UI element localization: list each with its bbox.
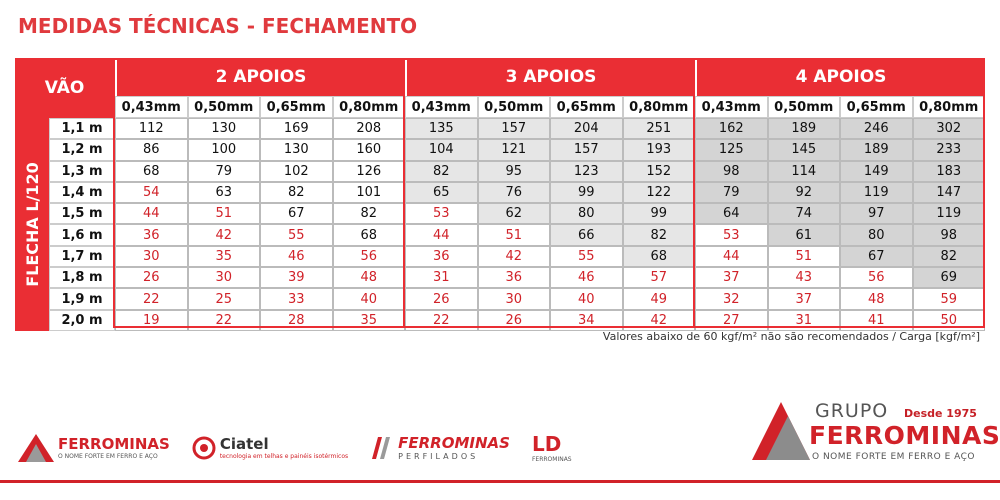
table-cell: 64 [695, 203, 768, 224]
span-label: 1,2 m [49, 139, 115, 160]
table-cell: 56 [840, 267, 913, 288]
table-cell: 157 [478, 118, 551, 139]
table-cell: 126 [333, 161, 406, 182]
table-cell: 43 [768, 267, 841, 288]
span-label: 1,8 m [49, 267, 115, 288]
table-cell: 145 [768, 139, 841, 160]
table-cell: 46 [550, 267, 623, 288]
table-cell: 30 [478, 288, 551, 309]
vao-header: VÃO [15, 58, 115, 118]
table-cell: 98 [695, 161, 768, 182]
table-cell: 147 [913, 182, 986, 203]
table-cell: 169 [260, 118, 333, 139]
table-cell: 193 [623, 139, 696, 160]
table-cell: 119 [840, 182, 913, 203]
table-cell: 35 [188, 246, 261, 267]
brand-grupo: GRUPO [815, 400, 889, 422]
thickness-header: 0,50mm [478, 96, 551, 118]
table-cell: 82 [913, 246, 986, 267]
table-cell: 80 [840, 224, 913, 245]
table-cell: 99 [550, 182, 623, 203]
table-cell: 80 [550, 203, 623, 224]
table-cell: 63 [188, 182, 261, 203]
group-header-3-apoios: 3 APOIOS [405, 58, 695, 96]
table-cell: 48 [333, 267, 406, 288]
table-cell: 82 [623, 224, 696, 245]
table-cell: 42 [188, 224, 261, 245]
logo-ciatel-name: Ciatel [219, 435, 269, 453]
table-cell: 149 [840, 161, 913, 182]
table-cell: 67 [840, 246, 913, 267]
logo-ld-name: LD [531, 432, 562, 456]
bottom-divider [0, 480, 1000, 483]
ciatel-icon [192, 436, 216, 460]
table-cell: 42 [623, 310, 696, 331]
table-cell: 31 [768, 310, 841, 331]
logo-ferrominas-name: FERROMINAS [58, 435, 170, 453]
table-cell: 76 [478, 182, 551, 203]
table-cell: 119 [913, 203, 986, 224]
table-cell: 122 [623, 182, 696, 203]
flecha-label [15, 118, 49, 331]
table-cell: 26 [478, 310, 551, 331]
table-cell: 233 [913, 139, 986, 160]
table-cell: 19 [115, 310, 188, 331]
table-cell: 92 [768, 182, 841, 203]
table-cell: 33 [260, 288, 333, 309]
perfilados-icon [370, 437, 394, 459]
table-cell: 99 [623, 203, 696, 224]
table-cell: 22 [405, 310, 478, 331]
table-cell: 66 [550, 224, 623, 245]
table-cell: 30 [115, 246, 188, 267]
table-cell: 46 [260, 246, 333, 267]
span-label: 1,5 m [49, 203, 115, 224]
logo-ferrominas-perfilados [370, 434, 510, 461]
table-cell: 27 [695, 310, 768, 331]
table-cell: 79 [695, 182, 768, 203]
thickness-header: 0,50mm [188, 96, 261, 118]
table-cell: 246 [840, 118, 913, 139]
table-cell: 30 [188, 267, 261, 288]
table-cell: 54 [115, 182, 188, 203]
table-cell: 208 [333, 118, 406, 139]
page-title: MEDIDAS TÉCNICAS - FECHAMENTO [18, 14, 418, 38]
table-cell: 135 [405, 118, 478, 139]
thickness-header: 0,65mm [260, 96, 333, 118]
table-cell: 57 [623, 267, 696, 288]
table-cell: 74 [768, 203, 841, 224]
table-cell: 100 [188, 139, 261, 160]
span-label: 1,9 m [49, 288, 115, 309]
span-label: 1,4 m [49, 182, 115, 203]
table-cell: 22 [115, 288, 188, 309]
table-cell: 67 [260, 203, 333, 224]
span-label: 1,1 m [49, 118, 115, 139]
table-cell: 34 [550, 310, 623, 331]
table-cell: 42 [478, 246, 551, 267]
table-cell: 61 [768, 224, 841, 245]
logo-ciatel-sub: tecnologia em telhas e painéis isotérmicos [219, 453, 349, 460]
thickness-header: 0,43mm [115, 96, 188, 118]
table-cell: 51 [768, 246, 841, 267]
table-cell: 189 [840, 139, 913, 160]
table-cell: 130 [188, 118, 261, 139]
table-cell: 32 [695, 288, 768, 309]
table-cell: 69 [913, 267, 986, 288]
flecha-label-text: FLECHA L/120 [22, 162, 42, 287]
group-header-4-apoios: 4 APOIOS [695, 58, 985, 96]
table-cell: 40 [333, 288, 406, 309]
table-cell: 28 [260, 310, 333, 331]
table-cell: 44 [115, 203, 188, 224]
logo-ld [532, 432, 572, 463]
table-cell: 56 [333, 246, 406, 267]
table-cell: 65 [405, 182, 478, 203]
thickness-header: 0,80mm [913, 96, 986, 118]
table-cell: 68 [115, 161, 188, 182]
table-cell: 302 [913, 118, 986, 139]
ferrominas-triangle-icon [18, 434, 54, 462]
table-cell: 40 [550, 288, 623, 309]
table-cell: 37 [695, 267, 768, 288]
table-cell: 41 [840, 310, 913, 331]
table-cell: 82 [260, 182, 333, 203]
table-cell: 48 [840, 288, 913, 309]
span-label: 1,6 m [49, 224, 115, 245]
table-cell: 36 [405, 246, 478, 267]
logo-ld-sub: FERROMINAS [531, 456, 572, 463]
table-cell: 51 [188, 203, 261, 224]
table-cell: 37 [768, 288, 841, 309]
table-cell: 26 [115, 267, 188, 288]
table-cell: 95 [478, 161, 551, 182]
table-cell: 82 [405, 161, 478, 182]
table-cell: 104 [405, 139, 478, 160]
table-cell: 162 [695, 118, 768, 139]
brand-slogan: O NOME FORTE EM FERRO E AÇO [812, 452, 976, 462]
logo-perfilados-name: FERROMINAS [398, 434, 510, 452]
table-cell: 121 [478, 139, 551, 160]
table-cell: 112 [115, 118, 188, 139]
partner-logos [18, 430, 572, 465]
table-cell: 160 [333, 139, 406, 160]
table-cell: 82 [333, 203, 406, 224]
group-header-2-apoios: 2 APOIOS [115, 58, 405, 96]
table-cell: 35 [333, 310, 406, 331]
table-cell: 183 [913, 161, 986, 182]
table-cell: 36 [478, 267, 551, 288]
brand-name: FERROMINAS [809, 421, 1000, 450]
table-cell: 123 [550, 161, 623, 182]
table-cell: 68 [333, 224, 406, 245]
thickness-header: 0,80mm [623, 96, 696, 118]
table-cell: 189 [768, 118, 841, 139]
table-cell: 130 [260, 139, 333, 160]
thickness-header: 0,50mm [768, 96, 841, 118]
technical-table [15, 58, 985, 331]
brand-grupo-ferrominas [752, 400, 1000, 472]
table-cell: 55 [260, 224, 333, 245]
table-cell: 39 [260, 267, 333, 288]
table-cell: 251 [623, 118, 696, 139]
table-cell: 26 [405, 288, 478, 309]
table-cell: 152 [623, 161, 696, 182]
thickness-header: 0,65mm [550, 96, 623, 118]
span-label: 2,0 m [49, 310, 115, 331]
thickness-header: 0,43mm [405, 96, 478, 118]
table-cell: 114 [768, 161, 841, 182]
brand-triangle-icon [752, 402, 810, 462]
table-cell: 101 [333, 182, 406, 203]
table-cell: 68 [623, 246, 696, 267]
table-cell: 55 [550, 246, 623, 267]
table-cell: 50 [913, 310, 986, 331]
logo-perfilados-sub: PERFILADOS [398, 452, 479, 461]
logo-ciatel [192, 435, 348, 460]
table-cell: 97 [840, 203, 913, 224]
table-cell: 25 [188, 288, 261, 309]
table-cell: 36 [115, 224, 188, 245]
table-cell: 204 [550, 118, 623, 139]
table-cell: 31 [405, 267, 478, 288]
footnote: Valores abaixo de 60 kgf/m² não são recomendados / Carga [kgf/m²] [602, 330, 980, 343]
table-cell: 125 [695, 139, 768, 160]
thickness-header: 0,65mm [840, 96, 913, 118]
table-cell: 79 [188, 161, 261, 182]
table-cell: 86 [115, 139, 188, 160]
brand-desde: Desde 1975 [904, 407, 977, 420]
logo-ferrominas [18, 434, 170, 462]
logo-ferrominas-sub: O NOME FORTE EM FERRO E AÇO [58, 453, 158, 460]
table-cell: 44 [405, 224, 478, 245]
table-cell: 51 [478, 224, 551, 245]
span-label: 1,3 m [49, 161, 115, 182]
table-cell: 59 [913, 288, 986, 309]
table-cell: 62 [478, 203, 551, 224]
table-cell: 157 [550, 139, 623, 160]
thickness-header: 0,43mm [695, 96, 768, 118]
thickness-header: 0,80mm [333, 96, 406, 118]
table-cell: 98 [913, 224, 986, 245]
span-label: 1,7 m [49, 246, 115, 267]
table-cell: 49 [623, 288, 696, 309]
table-cell: 44 [695, 246, 768, 267]
table-cell: 102 [260, 161, 333, 182]
table-cell: 22 [188, 310, 261, 331]
table-cell: 53 [695, 224, 768, 245]
table-cell: 53 [405, 203, 478, 224]
